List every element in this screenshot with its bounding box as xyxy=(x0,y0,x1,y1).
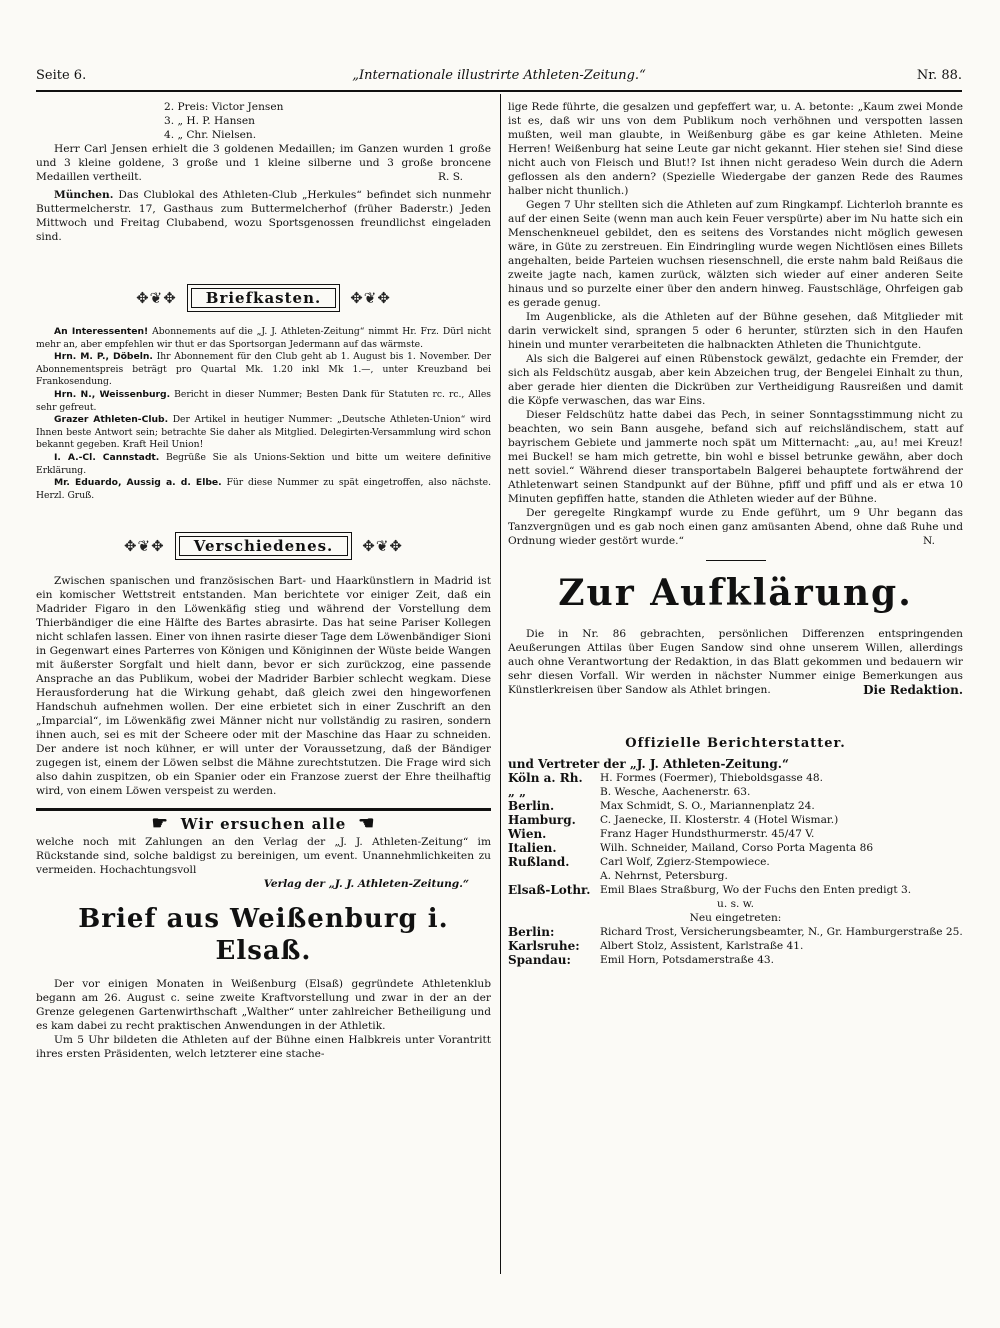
letter-item: Hrn. M. P., Döbeln. Ihr Abonnement für den Club geht ab 1. August bis 1. November. Der Abonnementspreis beträgt pro Quartal Mk. 1.20 inkl Mk 1.—, unter Kreuzband bei Frankosendung. xyxy=(36,351,492,388)
ornament-left-icon: ✥❦✥ xyxy=(136,289,177,307)
issue-number: Nr. 88. xyxy=(916,68,962,83)
correspondent-row: Wien. Franz Hager Hundsthurmerstr. 45/47 V. xyxy=(508,827,815,841)
appeal-title: Wir ersuchen alle xyxy=(180,815,347,834)
correspondent-row: Köln a. Rh. H. Formes (Foermer), Thieboldsgasse 48. xyxy=(508,771,823,785)
brief-continuation: Der geregelte Ringkampf wurde zu Ende geführt, um 9 Uhr begann das Tanzvergnügen und es gab noch einen ganz amüsanten Abend, ohne daß Ruhe und Ordnung wieder gestört wurde.“ N. xyxy=(508,507,963,547)
ornament-right-icon: ✥❦✥ xyxy=(350,289,391,307)
page-number: Seite 6. xyxy=(36,68,87,83)
official-reporters-subtitle: und Vertreter der „J. J. Athleten-Zeitung.“ xyxy=(508,757,789,771)
new-correspondent-row: Berlin: Richard Trost, Versicherungsbeamter, N., Gr. Hamburgerstraße 25. xyxy=(508,925,963,939)
header-rule xyxy=(36,90,962,92)
appeal-text: welche noch mit Zahlungen an den Verlag der „J. J. Athleten-Zeitung“ im Rückstande sind, solche baldigst zu bereinigen, um event. Unannehmlichkeiten zu vermeiden. Hochachtungsvoll xyxy=(36,836,491,877)
ornament-left-icon: ✥❦✥ xyxy=(123,537,165,556)
new-correspondent-row: Spandau: Emil Horn, Potsdamerstraße 43. xyxy=(508,953,775,967)
briefkasten-heading xyxy=(36,284,491,312)
brief-continuation: Im Augenblicke, als die Athleten auf der Bühne gesehen, daß Mitglieder mit darin verwickelt sind, sprangen 5 oder 6 herunter, stürzten sich in den Haufen hinein und munter verarbeiteten die halbnackten Athleten die Thunichtgute. xyxy=(508,311,963,351)
newspaper-title: „Internationale illustrirte Athleten-Zeitung.“ xyxy=(352,68,646,83)
new-members-label: Neu eingetreten: xyxy=(689,912,782,924)
letter-item: An Interessenten! Abonnements auf die „J. J. Athleten-Zeitung“ nimmt Hr. Frz. Dürl nicht mehr an, aber empfehlen wir thut er das Sportsorgan Jedermann auf das wärmste. xyxy=(36,326,491,350)
aufklaerung-title: Zur Aufklärung. xyxy=(558,572,913,614)
letter-item: Hrn. N., Weissenburg. Bericht in dieser Nummer; Besten Dank für Statuten rc. rc., Alles sehr gefreut. xyxy=(36,388,492,413)
brief-title: Brief aus Weißenburg i. Elsaß. xyxy=(78,904,449,967)
correspondent-row: Berlin. Max Schmidt, S. O., Mariannenplatz 24. xyxy=(508,799,815,813)
briefkasten-title: Briefkasten. xyxy=(187,284,340,312)
brief-continuation: Als sich die Balgerei auf einen Rübenstock gewälzt, gedachte ein Fremder, der sich als Feldschütz ausgab, aber kein Abzeichen trug, der Bengelei Einhalt zu thun, aber gerade hier dienten die Dickrüben zur Vertheidigung Rausreißen und damit die Köpfe verwaschen, das war Eins. xyxy=(508,353,963,407)
letter-item: Grazer Athleten-Club. Der Artikel in heutiger Nummer: „Deutsche Athleten-Union“ wird Ihnen beste Antwort sein; betrachte Sie daher als Mitglied. Delegirten-Versammlung wird schon bekannt gegeben. Kraft Heil Union! xyxy=(36,414,491,451)
muenchen-lead: München. xyxy=(54,189,114,201)
page-header xyxy=(36,65,962,87)
prize-line: 4. „ Chr. Nielsen. xyxy=(164,129,257,141)
brief-paragraph: Um 5 Uhr bildeten die Athleten auf der Bühne einen Halbkreis unter Vorantritt ihres ersten Präsidenten, welch letzterer eine stache- xyxy=(36,1034,491,1061)
correspondent-row: Hamburg. C. Jaenecke, II. Klosterstr. 4 (Hotel Wismar.) xyxy=(508,813,839,827)
redaktion-signature: Die Redaktion. xyxy=(863,683,963,697)
right-column xyxy=(508,100,963,967)
correspondent-row: Rußland. Carl Wolf, Zgierz-Stempowiece. xyxy=(508,855,770,869)
ornament-right-icon: ✥❦✥ xyxy=(362,537,404,556)
brief-continuation: lige Rede führte, die gesalzen und gepfeffert war, u. A. betonte: „Kaum zwei Monde ist es, daß wir uns von dem Publikum noch verhöhnen und verspotten lassen mußten, weil man glaubte, in Weißenburg gäbe es gar keine Athleten. Meine Herren! Weißenburg hat seine Leute gar nicht gekannt. Hier stehen sie! Sind diese nicht auch von Fleisch und Blut!? Ist ihnen nicht geradeso Wein durch die Adern geflossen als den andern? (Spezielle Wiedergabe der ganzen Rede des Raumes halber nicht thunlich.) xyxy=(508,101,963,197)
muenchen-notice: München. Das Clublokal des Athleten-Club „Herkules“ befindet sich nunmehr Buttermelcherstr. 17, Gasthaus zum Buttermelcherhof (früher Baderstr.) Jeden Mittwoch und Freitag Clubabend, wozu Sportsgenossen freundlichst eingeladen sind. xyxy=(36,189,491,243)
brief-continuation: Gegen 7 Uhr stellten sich die Athleten auf zum Ringkampf. Lichterloh brannte es auf der einen Seite (wenn man auch kein Feuer verspürte) aber im Nu hatte sich ein Menschenkneuel gebildet, den es seitens des Vorstandes nicht möglich gewesen wäre, in Güte zu zerstreuen. Ein Eindringling wurde wegen Nichtlösen eines Billets angehalten, beide Parteien wuchsen riesenschnell, die erste nahm bald Reißaus die zweite jagte nach, kamen zurück, wälzten sich wieder auf einer anderen Seite hinaus und so purzelte einer über den andern hinweg. Faustschläge, Ohrfeigen gab es gerade genug. xyxy=(508,199,964,309)
prize-line: 2. Preis: Victor Jensen xyxy=(164,101,284,113)
correspondent-row: A. Nehrnst, Petersburg. xyxy=(600,870,728,882)
correspondent-row: Italien. Wilh. Schneider, Mailand, Corso Porta Magenta 86 xyxy=(508,841,874,855)
official-reporters-title: Offizielle Berichterstatter. xyxy=(625,736,846,751)
brief-paragraph: Der vor einigen Monaten in Weißenburg (Elsaß) gegründete Athletenklub begann am 26. August c. seine zweite Kraftvorstellung und zwar in der an der Grenze gelegenen Gartenwirthschaft „Walther“ unter zahlreicher Betheiligung und es kam dabei zu recht praktischen Anwendungen in der Athletik. xyxy=(36,978,491,1033)
letter-item: Mr. Eduardo, Aussig a. d. Elbe. Für diese Nummer zu spät eingetroffen, also nächste. Herzl. Gruß. xyxy=(36,477,491,501)
prize-line: 3. „ H. P. Hansen xyxy=(164,115,255,127)
letter-item: I. A.-Cl. Cannstadt. Begrüße Sie als Unions-Sektion und bitte um weitere definitive Erklärung. xyxy=(36,451,491,476)
verschiedenes-heading xyxy=(36,532,491,560)
brief-signature: N. xyxy=(923,535,935,547)
briefkasten-list xyxy=(36,326,491,502)
appeal-signature: Verlag der „J. J. Athleten-Zeitung.“ xyxy=(263,878,469,891)
new-correspondent-row: Karlsruhe: Albert Stolz, Assistent, Karlstraße 41. xyxy=(508,939,804,953)
brief-continuation: Dieser Feldschütz hatte dabei das Pech, in seiner Sonntagsstimmung nicht zu beachten, wo sein Bann ausgehe, befand sich auf reichsländischem, statt auf bayrischem Gebiete und jammerte noch spät um Mitternacht: „au, au! mei Kreuz! mei Buckel! se ham mich getrette, bin wohl e bissel betrunke gewähn, aber doch nett soviel.“ Während dieser transportabeln Balgerei behauptete fortwährend der Athletenwart seinen Standpunkt auf der Bühne, pfiff und pfiff und als er etwa 10 Minuten gepfiffen hatte, standen die Athleten wieder auf der Bühne. xyxy=(508,409,963,505)
correspondent-row: Elsaß-Lothr. Emil Blaes Straßburg, Wo der Fuchs den Enten predigt 3. xyxy=(508,883,912,897)
aufklaerung-text: Die in Nr. 86 gebrachten, persönlichen Differenzen entspringenden Aeußerungen Attilas über Eugen Sandow sind ohne unserem Willen, allerdings auch ohne Verantwortung der Redaktion, in das Blatt gekommen und bedauern wir sehr diesen Vorfall. Wir werden in nächster Nummer einige Bemerkungen aus Künstlerkreisen über Sandow als Athlet bringen. Die Redaktion. xyxy=(508,628,963,697)
pointing-hand-left-icon: ☚ xyxy=(358,813,376,835)
left-column xyxy=(36,100,491,1061)
verschiedenes-text: Zwischen spanischen und französischen Bart- und Haarkünstlern in Madrid ist ein komischer Wettstreit entstanden. Man berichtete vor einiger Zeit, daß ein Madrider Figaro in den Löwenkäfig stieg und während der Vorstellung dem Thierbändiger die eine Hälfte des Bartes abrasirte. Das hat seine Pariser Kollegen nicht schlafen lassen. Einer von ihnen rasirte dieser Tage dem Löwenbändiger Sioni in Gegenwart eines Parterres von Königen und Königinnen der Wüste beide Wangen mit äußerster Sorgfalt und hielt dann, bevor er sich zurückzog, eine passende Ansprache an das Publikum, wobei der Madrider Barbier schlecht wegkam. Diese Herausforderung hat die Wirkung gehabt, daß gleich zwei den hingeworfenen Handschuh aufnehmen wollen. Der eine erbietet sich in einer Zuschrift an den „Imparcial“, im Löwenkäfig zwei Männer nicht nur vollständig zu rasiren, sondern ihnen auch, sei es mit der Scheere oder mit der Maschine das Haar zu schneiden. Der andere ist noch kühner, er will unter der Voraussetzung, daß der Bändiger zugegen ist, einem der Löwen selbst die Mähne zurechtstutzen. Die Frage wird sich also dahin zuspitzen, ob ein Spanier oder ein Franzose zuerst der Ehre theilhaftig wird, von einem Löwen verspeist zu werden. xyxy=(36,575,491,798)
column-divider xyxy=(500,94,501,1274)
usw-line: u. s. w. xyxy=(717,898,754,910)
short-rule xyxy=(706,560,766,561)
prize-signature: R. S. xyxy=(438,171,463,183)
correspondent-row: „ „ B. Wesche, Aachenerstr. 63. xyxy=(508,785,751,799)
pointing-hand-right-icon: ☛ xyxy=(151,813,169,835)
verschiedenes-title: Verschiedenes. xyxy=(175,532,353,560)
appeal-heading xyxy=(36,813,491,835)
section-rule xyxy=(36,808,491,811)
prize-paragraph: Herr Carl Jensen erhielt die 3 goldenen Medaillen; im Ganzen wurden 1 große und 3 kleine goldene, 3 große und 1 kleine silberne und 3 große broncene Medaillen vertheilt. R. S. xyxy=(36,143,491,183)
